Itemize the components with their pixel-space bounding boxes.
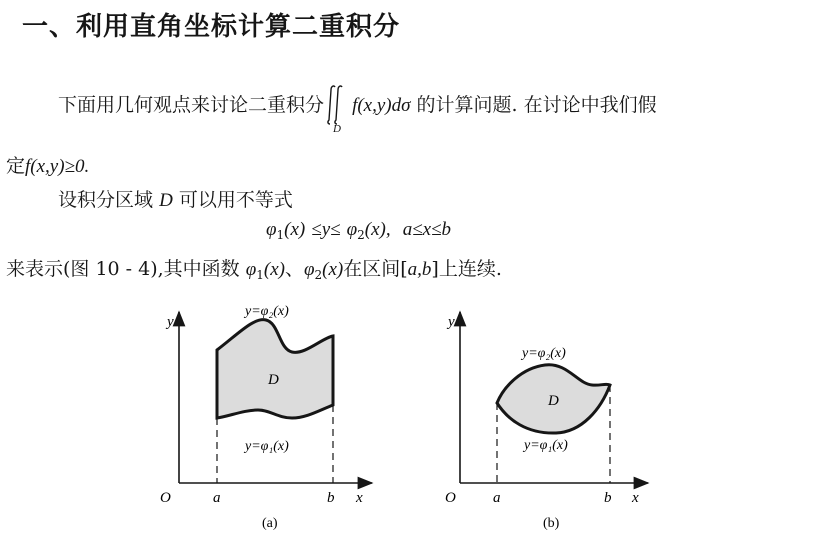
- para3-interval-lead: 在区间[: [343, 258, 408, 280]
- figure-a: [160, 304, 372, 531]
- region-label-a: D: [268, 372, 279, 388]
- figure-b: [445, 312, 648, 531]
- para3-phi1-subscript: 1: [256, 268, 264, 282]
- para2-trail: 可以用不等式: [178, 189, 293, 211]
- para1-trail: 的计算问题. 在讨论中我们假: [416, 94, 657, 116]
- phi2-symbol: φ: [346, 219, 358, 240]
- y-axis-label-a: y: [167, 314, 174, 330]
- para3-phi2-subscript: 2: [314, 268, 323, 282]
- lower-curve-label-b: y=φ₁(x): [524, 438, 568, 453]
- para3-phi2-arg: (x): [322, 259, 344, 280]
- caption-b: (b): [543, 516, 560, 531]
- para3-phi1-arg: (x): [263, 259, 285, 280]
- phi1-argument: (x): [284, 219, 306, 240]
- para1-lead: 下面用几何观点来讨论二重积分: [58, 94, 325, 116]
- x-range: a≤x≤b: [402, 219, 452, 240]
- b-label-a: b: [327, 490, 335, 506]
- integrand: f(x,y)dσ: [352, 95, 411, 116]
- phi1-subscript: 1: [276, 228, 285, 242]
- x-axis-label-b: x: [632, 490, 639, 506]
- a-label-b: a: [493, 490, 501, 506]
- para2-region: D: [159, 190, 173, 211]
- caption-a: (a): [262, 516, 278, 531]
- region-d-a: [217, 320, 333, 418]
- para3-interval: a,b: [407, 259, 432, 280]
- inequality-middle: ≤y≤: [311, 219, 341, 240]
- region-label-b: D: [548, 393, 559, 409]
- para3-trail: ]上连续.: [431, 258, 502, 280]
- upper-curve-label-a: y=φ₂(x): [245, 304, 289, 319]
- origin-label-a: O: [160, 490, 171, 506]
- b-label-b: b: [604, 490, 612, 506]
- a-label-a: a: [213, 490, 221, 506]
- para3-phi2: φ: [303, 259, 315, 280]
- para2-lead: 设积分区域: [58, 189, 154, 211]
- para3-separator: 、: [284, 258, 304, 280]
- y-axis-label-b: y: [448, 314, 455, 330]
- phi1-symbol: φ: [266, 219, 277, 240]
- phi2-subscript: 2: [357, 228, 365, 242]
- para3-lead: 来表示(图 10 - 4),其中函数: [6, 258, 240, 280]
- integral-region-subscript: D: [333, 123, 341, 135]
- lower-curve-label-a: y=φ₁(x): [245, 439, 289, 454]
- section-title: 一、利用直角坐标计算二重积分: [22, 12, 401, 42]
- x-axis-label-a: x: [356, 490, 363, 506]
- nonnegative-condition: f(x,y)≥0.: [25, 156, 90, 177]
- upper-curve-label-b: y=φ₂(x): [522, 346, 566, 361]
- origin-label-b: O: [445, 490, 456, 506]
- para1-cont-lead: 定: [6, 155, 26, 177]
- para3-phi1: φ: [245, 259, 257, 280]
- phi2-argument: (x),: [364, 219, 391, 240]
